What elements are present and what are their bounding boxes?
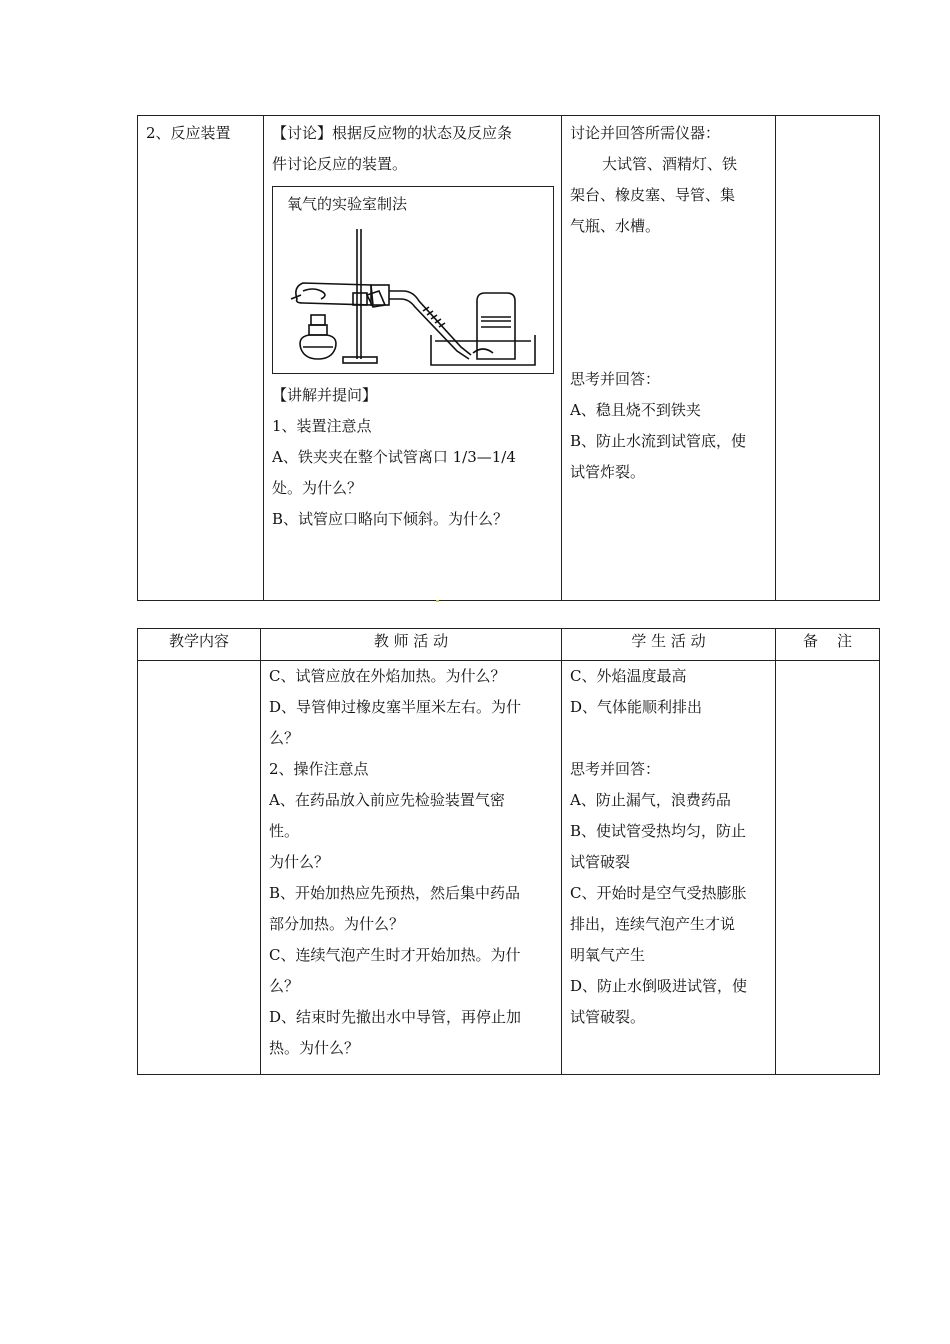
header-teacher-activity: 教 师 活 动 <box>261 629 562 661</box>
student-line: C、外焰温度最高 <box>570 667 687 685</box>
oxygen-apparatus-diagram <box>273 187 555 375</box>
student-line: D、气体能顺利排出 <box>570 698 703 716</box>
teacher-line: B、试管应口略向下倾斜。为什么？ <box>272 510 509 528</box>
teacher-line: 2、操作注意点 <box>269 760 369 778</box>
lesson-table-1 <box>137 115 880 601</box>
student-line: B、防止水流到试管底，使 <box>570 432 747 450</box>
lesson-table-2 <box>137 628 880 1075</box>
student-line: C、开始时是空气受热膨胀 <box>570 884 747 902</box>
discussion-line-2: 件讨论反应的装置。 <box>272 155 408 173</box>
student-line: A、稳且烧不到铁夹 <box>570 401 701 419</box>
content-cell <box>138 116 264 601</box>
teacher-line: 么？ <box>269 729 300 747</box>
teacher-line: 么？ <box>269 977 300 995</box>
student-line: 思考并回答： <box>570 370 661 388</box>
student-line: 思考并回答： <box>570 760 661 778</box>
teacher-line: D、导管伸过橡皮塞半厘米左右。为什 <box>269 698 522 716</box>
student-line: A、防止漏气，浪费药品 <box>570 791 731 809</box>
header-teaching-content: 教学内容 <box>138 629 261 661</box>
student-activity-cell <box>562 116 776 601</box>
teacher-line: C、连续气泡产生时才开始加热。为什 <box>269 946 521 964</box>
teacher-line: 1、装置注意点 <box>272 417 372 435</box>
teacher-line: 性。 <box>269 822 300 840</box>
student-line: 试管破裂 <box>570 853 631 871</box>
teacher-line: A、在药品放入前应先检验装置气密 <box>269 791 505 809</box>
student-line: D、防止水倒吸进试管，使 <box>570 977 748 995</box>
student-line: 大试管、酒精灯、铁 <box>602 155 738 173</box>
content-label: 2、反应装置 <box>146 124 231 142</box>
teacher-line: C、试管应放在外焰加热。为什么？ <box>269 667 506 685</box>
student-line: 排出，连续气泡产生才说 <box>570 915 736 933</box>
teacher-line: 【讲解并提问】 <box>272 386 378 404</box>
teacher-line: D、结束时先撤出水中导管，再停止加 <box>269 1008 522 1026</box>
student-line: 讨论并回答所需仪器： <box>570 124 721 142</box>
student-line: 试管破裂。 <box>570 1008 646 1026</box>
teacher-line: 部分加热。为什么？ <box>269 915 405 933</box>
student-activity-cell <box>562 661 776 1075</box>
teacher-line: 为什么？ <box>269 853 330 871</box>
header-student-activity: 学 生 活 动 <box>562 629 776 661</box>
student-line: 试管炸裂。 <box>570 463 646 481</box>
teacher-line: A、铁夹夹在整个试管离口 1/3—1/4 <box>272 448 516 466</box>
discussion-line-1: 【讨论】根据反应物的状态及反应条 <box>272 124 513 142</box>
header-remarks: 备 注 <box>776 629 880 661</box>
stray-mark <box>436 600 439 602</box>
remarks-cell <box>776 116 880 601</box>
apparatus-figure <box>272 186 554 374</box>
teacher-line: B、开始加热应先预热，然后集中药品 <box>269 884 521 902</box>
student-line <box>570 723 767 754</box>
student-line: 气瓶、水槽。 <box>570 217 661 235</box>
student-line: 架台、橡皮塞、导管、集 <box>570 186 736 204</box>
student-line: B、使试管受热均匀，防止 <box>570 822 747 840</box>
remarks-cell <box>776 661 880 1075</box>
teacher-line: 热。为什么？ <box>269 1039 360 1057</box>
teacher-activity-cell <box>261 661 562 1075</box>
teacher-line: 处。为什么？ <box>272 479 363 497</box>
student-line: 明氧气产生 <box>570 946 646 964</box>
content-cell <box>138 661 261 1075</box>
teacher-activity-cell <box>264 116 562 601</box>
figure-title: 氧气的实验室制法 <box>287 195 408 213</box>
